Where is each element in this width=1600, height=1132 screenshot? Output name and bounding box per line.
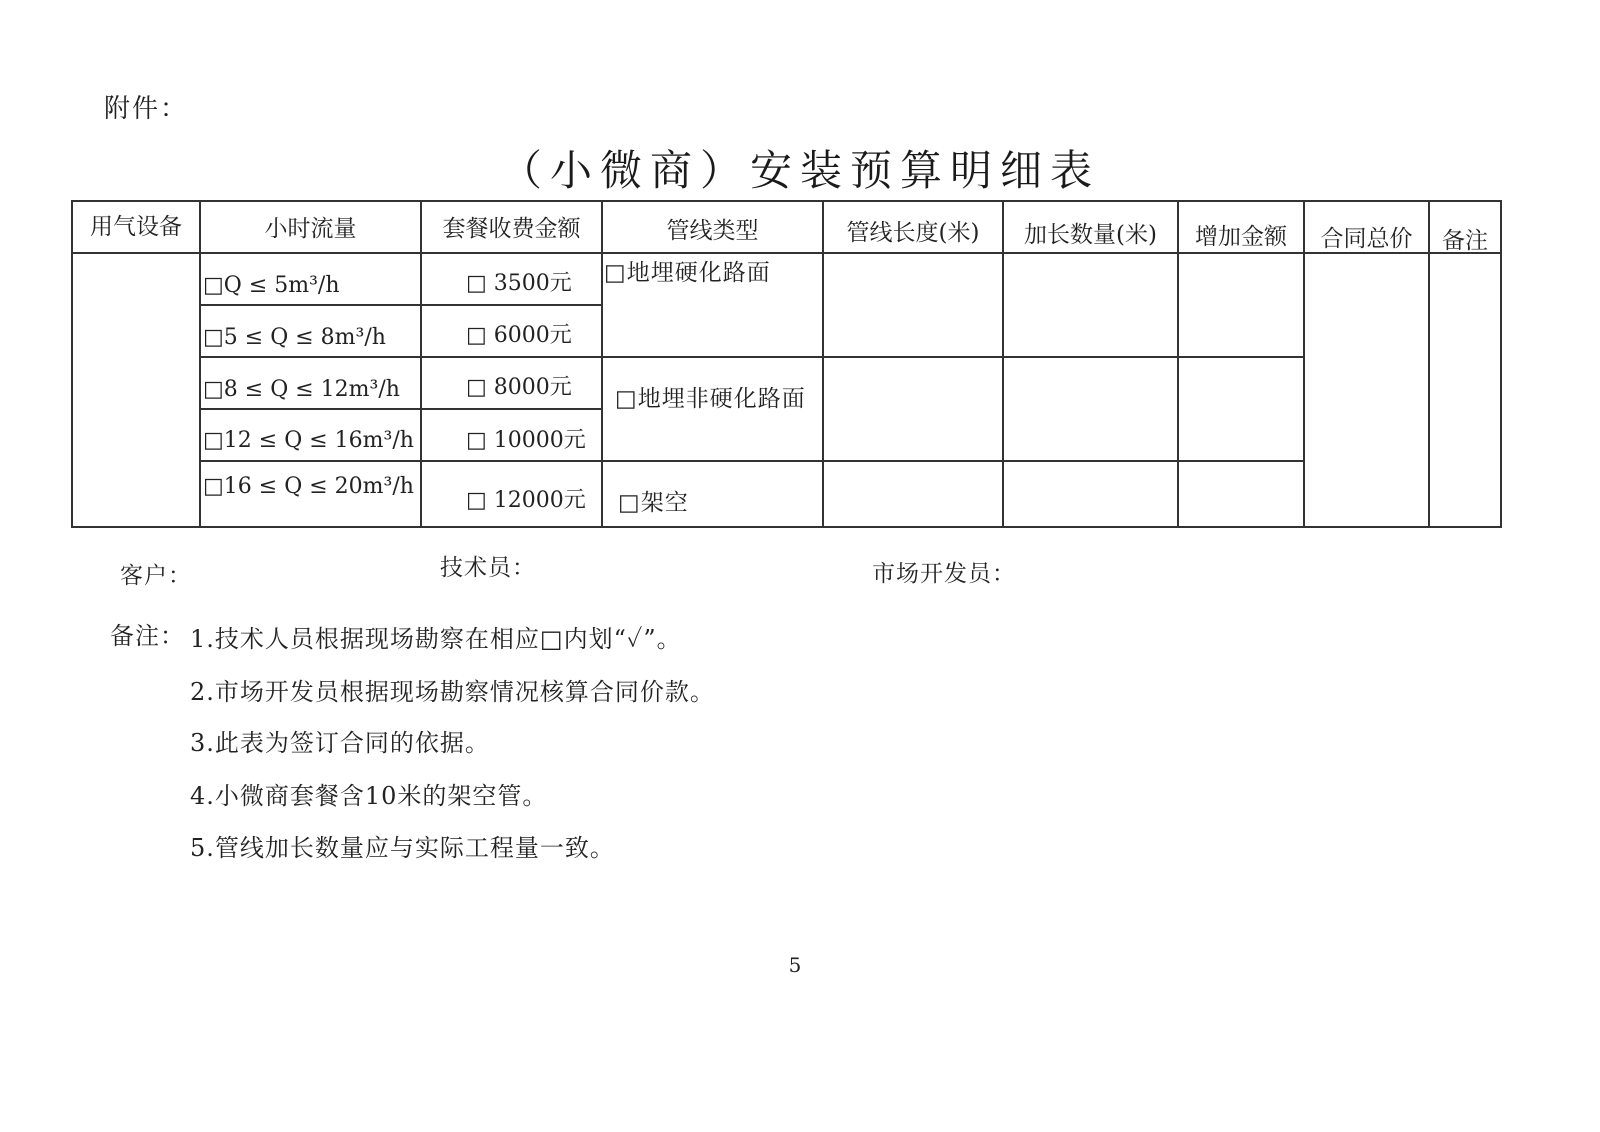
header-pipeline-length: 管线长度(米) — [846, 220, 980, 246]
fee-option[interactable]: □ 8000元 — [466, 375, 572, 400]
technician-signature-label: 技术员： — [440, 555, 536, 581]
header-contract-total: 合同总价 — [1320, 226, 1413, 252]
fee-option[interactable]: □ 3500元 — [466, 271, 572, 296]
fee-option[interactable]: □ 12000元 — [466, 488, 586, 513]
note-item: 2.市场开发员根据现场勘察情况核算合同价款。 — [190, 678, 715, 706]
pipeline-type-option[interactable]: □架空 — [618, 490, 689, 516]
notes-label: 备注： — [110, 622, 185, 650]
fee-option[interactable]: □ 6000元 — [466, 323, 572, 348]
header-equipment: 用气设备 — [90, 214, 182, 240]
flow-option[interactable]: □5 ≤ Q ≤ 8m³/h — [203, 325, 386, 350]
header-pipeline-type: 管线类型 — [666, 218, 759, 244]
flow-option[interactable]: □Q ≤ 5m³/h — [203, 273, 340, 298]
header-hourly-flow: 小时流量 — [264, 216, 357, 242]
note-item: 5.管线加长数量应与实际工程量一致。 — [190, 834, 615, 862]
header-remarks: 备注 — [1442, 228, 1488, 254]
header-package-fee: 套餐收费金额 — [442, 216, 581, 242]
pipeline-type-option[interactable]: □地埋非硬化路面 — [615, 386, 806, 412]
pipeline-type-option[interactable]: □地埋硬化路面 — [604, 260, 771, 286]
note-item: 4.小微商套餐含10米的架空管。 — [190, 782, 548, 810]
flow-option[interactable]: □12 ≤ Q ≤ 16m³/h — [203, 428, 414, 453]
customer-signature-label: 客户： — [120, 563, 192, 589]
note-item: 1.技术人员根据现场勘察在相应□内划“✓”。 — [190, 625, 682, 653]
header-added-amount: 增加金额 — [1195, 224, 1287, 250]
attachment-label: 附件： — [104, 94, 189, 124]
page-number: 5 — [788, 953, 802, 977]
fee-option[interactable]: □ 10000元 — [466, 428, 586, 453]
note-item: 3.此表为签订合同的依据。 — [190, 729, 490, 757]
document-title: （小微商）安装预算明细表 — [499, 146, 1100, 195]
header-extension-qty: 加长数量(米) — [1024, 222, 1157, 248]
flow-option[interactable]: □8 ≤ Q ≤ 12m³/h — [203, 377, 400, 402]
market-developer-signature-label: 市场开发员： — [872, 561, 1016, 587]
flow-option[interactable]: □16 ≤ Q ≤ 20m³/h — [203, 474, 414, 499]
